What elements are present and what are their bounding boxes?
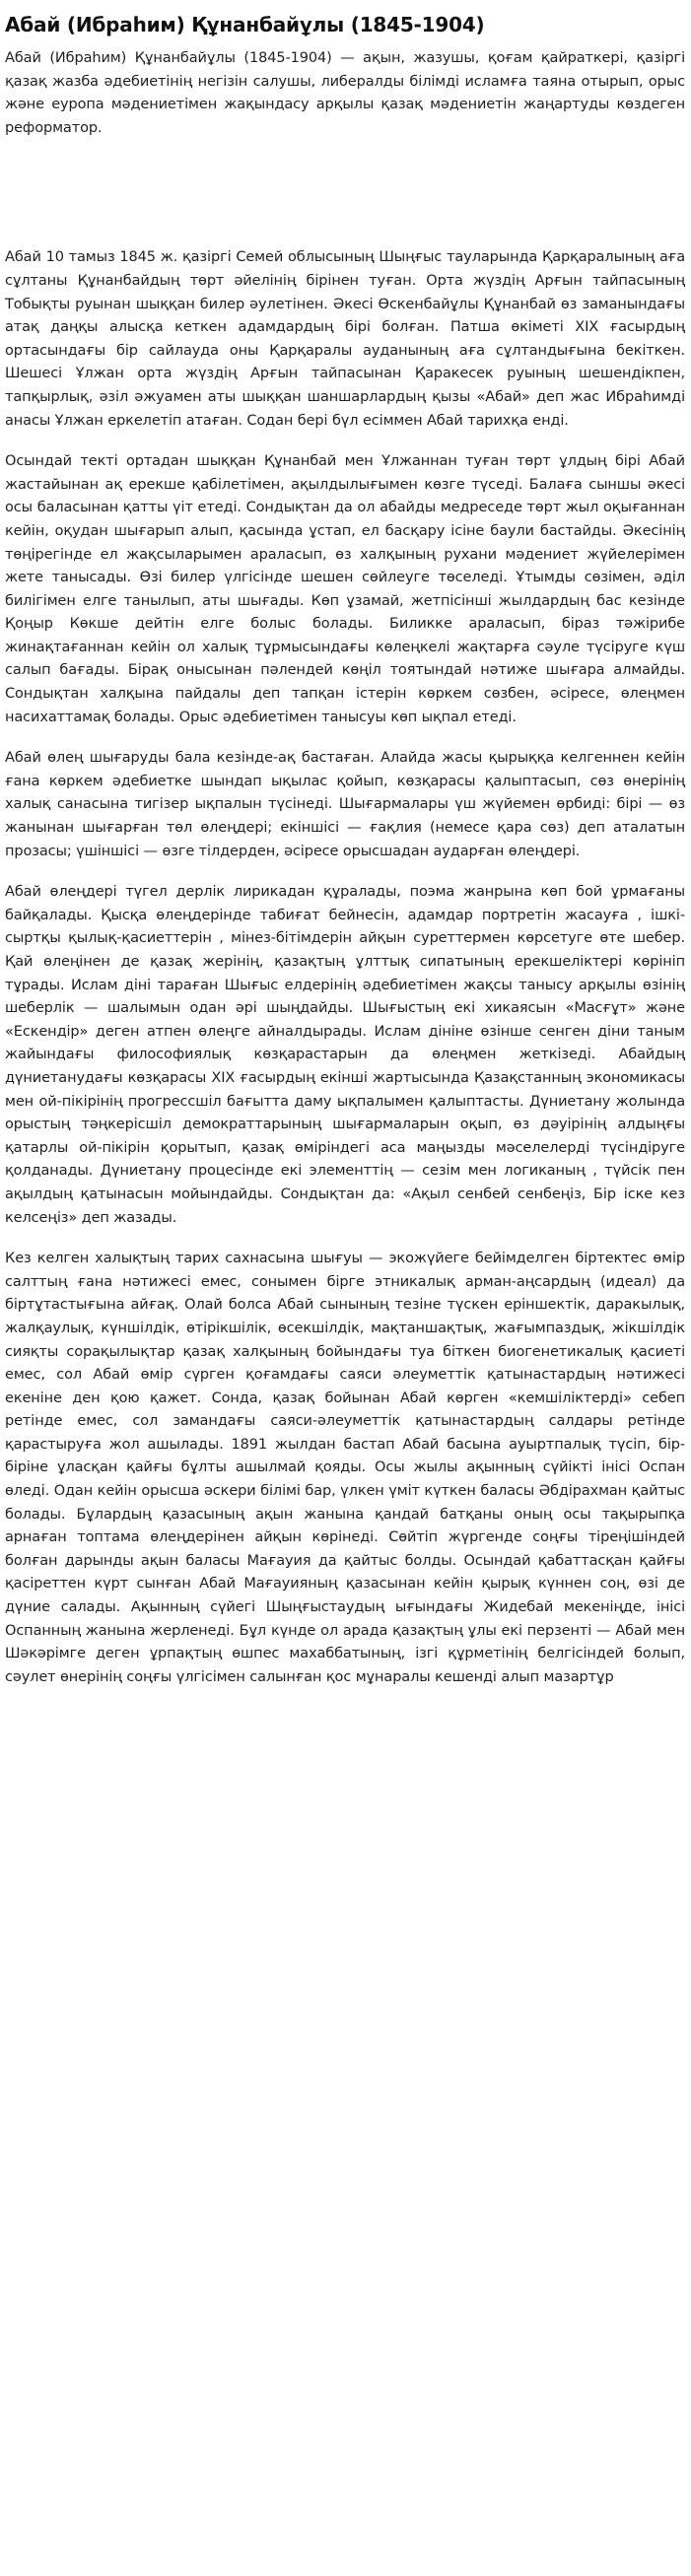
- article: [5, 0, 685, 1689]
- article-intro: Абай (Ибраһим) Құнанбайұлы (1845-1904) — ақын, жазушы, қоғам қайраткері, қазіргі қазақ жазба әдебиетінің негізін салушы, либералды білімді исламға таяна отырып, орыс және еуропа мәдениетімен жақындасу арқылы қазақ мәдениетін жаңартуды көздеген реформатор.: [5, 50, 685, 136]
- paragraph-biography-origin: Абай 10 тамыз 1845 ж. қазіргі Семей облысының Шыңғыс тауларында Қарқаралының аға сұлтаны Құнанбайдың төрт әйелінің бірінен туған. Орта жүздің Арғын тайпасының Тобықты руынан шыққан билер әулетінен. Әкесі Өскенбайұлы Құнанбай өз заманындағы атақ даңқы алысқа кеткен адамдардың бірі болған. Патша өкіметі XIX ғасырдың ортасындағы бір сайлауда оны Қарқаралы ауданының аға сұлтандығына бекіткен. Шешесі Ұлжан орта жүздің Арғын тайпасынан Қаракесек руының шешендікпен, тапқырлық, әзіл әжуамен аты шыққан шаншарлардың қызы «Абай» деп жас Ибраһимді анасы Ұлжан еркелетіп атаған. Содан бері бүл есіммен Абай тарихқа енді.: [5, 249, 685, 429]
- blank-gap: [5, 140, 685, 246]
- paragraph-poetry-start: Абай өлең шығаруды бала кезінде-ақ бастаған. Алайда жасы қырыққа келгеннен кейін ғана көркем әдебиетке шындап ықылас қойып, көзқарасы қалыптасып, сөз өнерінің халық санасына тигізер ықпалын түсінеді. Шығармалары үш жүйемен өрбиді: бірі — өз жанынан шығарған төл өлеңдері; екіншісі — ғақлия (немесе қара сөз) деп аталатын прозасы; үшіншісі — өзге тілдерден, әсіресе орысшадан аударған өлеңдері.: [5, 750, 685, 859]
- paragraph-youth: Осындай текті ортадан шыққан Құнанбай мен Ұлжаннан туған төрт ұлдың бірі Абай жастайынан ақ ерекше қабілетімен, ақылдылығымен көзге түседі. Балаға сыншы әкесі осы баласынан қатты үіт етеді. Сондықтан да ол абайды медреседе төрт жыл оқығаннан кейін, оқудан шығарып алып, қасында ұстап, ел басқару ісіне баули бастайды. Әкесінің төңірегінде ел жақсыларымен араласып, өз халқының рухани мәдениет жүйелерімен жете танысады. Өзі билер үлгісінде шешен сөйлеуге төселеді. Ұтымды сөзімен, әділ билігімен елге танылып, аты шығады. Көп ұзамай, жетпісінші жылдардың бас кезінде Қоңыр Көкше дейтін елге болыс болады. Биликке араласып, біраз тәжірибе жинақтағаннан кейін ол халық тұрмысындағы көлеңкелі жақтарға сәуле түсіруге күш салып бағады. Бірақ оныcынан пәлендей көңіл тоятындай нәтиже шығара алмайды. Сондықтан халқына пайдалы деп тапқан істерін көркем сөзбен, әсіресе, өлеңмен насихаттамақ болады. Орыс әдебиетімен танысуы көп ықпал етеді.: [5, 453, 685, 725]
- paragraph-late-life: Кез келген халықтың тарих сахнасына шығуы — экожүйеге бейімделген біртектес өмір салттың ғана нәтижесі емес, сонымен бірге этникалық арман-аңсардың (идеал) да біртұтастығына айғақ. Олай болса Абай сынының тезіне түскен еріншектік, даракылық, жалқаулық, күншілдік, өтірікшілік, өсекшілдік, мақтаншақтық, жағымпаздық, жікшілдік сияқты сорақылықтар қазақ халқының бойындағы туа біткен биогенетикалық қасиеті емес, сол Абай өмір сүрген қоғамдағы саяси әлеуметтік қатынастардың нәтижесі екеніне ден қою қажет. Сонда, қазақ бойынан Абай көрген «кемшіліктерді» себеп ретінде емес, сол замандағы саяси-әлеуметтік қатынастардың салдары ретінде қарастыруға жол ашылады. 1891 жылдан бастап Абай басына ауыртпалық түсіп, бір-біріне ұласқан қайғы бұлты ашылмай қояды. Осы жылы ақынның сүйікті інісі Оспан өледі. Одан кейін орысша әскери білімі бар, үлкен үміт күткен баласы Әбдірахман қайтыс болады. Бұлардың қазасының ақын жанына қандай батқаны оның осы тақырыпқа арнаған топтама өлеңдерінен айқын көрінеді. Сөйтіп жүргенде соңғы тіреңішіндей болған дарынды ақын баласы Мағауия да қайтыс болды. Осындай қабаттасқан қайғы қасіреттен күрт сынған Абай Мағауияның қазасынан кейін қырық күннен соң, өзі де дүние салады. Ақынның сүйегі Шыңғыстаудың ығындағы Жидебай мекеніңде, інісі Оспанның жанына жерленеді. Бұл күнде ол арада қазақтың ұлы екі перзенті — Абай мен Шәкәрімге деген ұрпақтың өшпес махаббатының, ізгі құрметінің белгісіндей болып, сәулет өнерінің соңғы үлгісімен салынған қос мұнаралы кешенді алып мазартұр: [5, 1251, 685, 1685]
- article-title: Абай (Ибраһим) Құнанбайұлы (1845-1904): [5, 13, 485, 36]
- paragraph-lyric-poetry: Абай өлеңдері түгел дерлік лирикадан құралады, поэма жанрына көп бой ұрмағаны байқалады. Қысқа өлеңдерінде табиғат бейнесін, адамдар портретін жасауға , ішкі-сыртқы қылық-қасиеттерін , мінез-бітімдерін айқын суреттермен көрсетуге өте шебер. Қай өлеңінен де қазақ жерінің, қазақтың ұлттық сипатының ерекшеліктері көрініп тұрады. Ислам діні тараған Шығыс елдерінің әдебиетімен жақсы танысу арқылы өзінің шеберлік — шалымын одан әрі шыңдайды. Шығыстың екі хикаясын «Масғұт» және «Ескендір» деген атпен өлеңге айналдырады. Ислам дініне өзінше сенген діни таным жайындағы философиялық көзқарастарын да өлеңмен жеткізеді. Абайдың дүниетанудағы көзқарасы XIX ғасырдың екінші жартысында Қазақстанның экономикасы мен ой-пікірінің прогрессшіл бағытта даму ықпалымен қалыптасты. Дүниетану жолында орыстың тәңкерісшіл демократтарының шығармаларын оқып, өз дәуірінің алдыңғы қатарлы ой-пікірін қорытып, қазақ өміріндегі аса маңызды мәселелерді түсіндіруге қолданады. Дүниетану процесінде екі элементтің — сезім мен логиканың , түйсік пен ақылдың қатынасын мойындайды. Сондықтан да: «Ақыл сенбей сенбеңіз, Бір іске кез келсеңіз» деп жазады.: [5, 884, 685, 1226]
